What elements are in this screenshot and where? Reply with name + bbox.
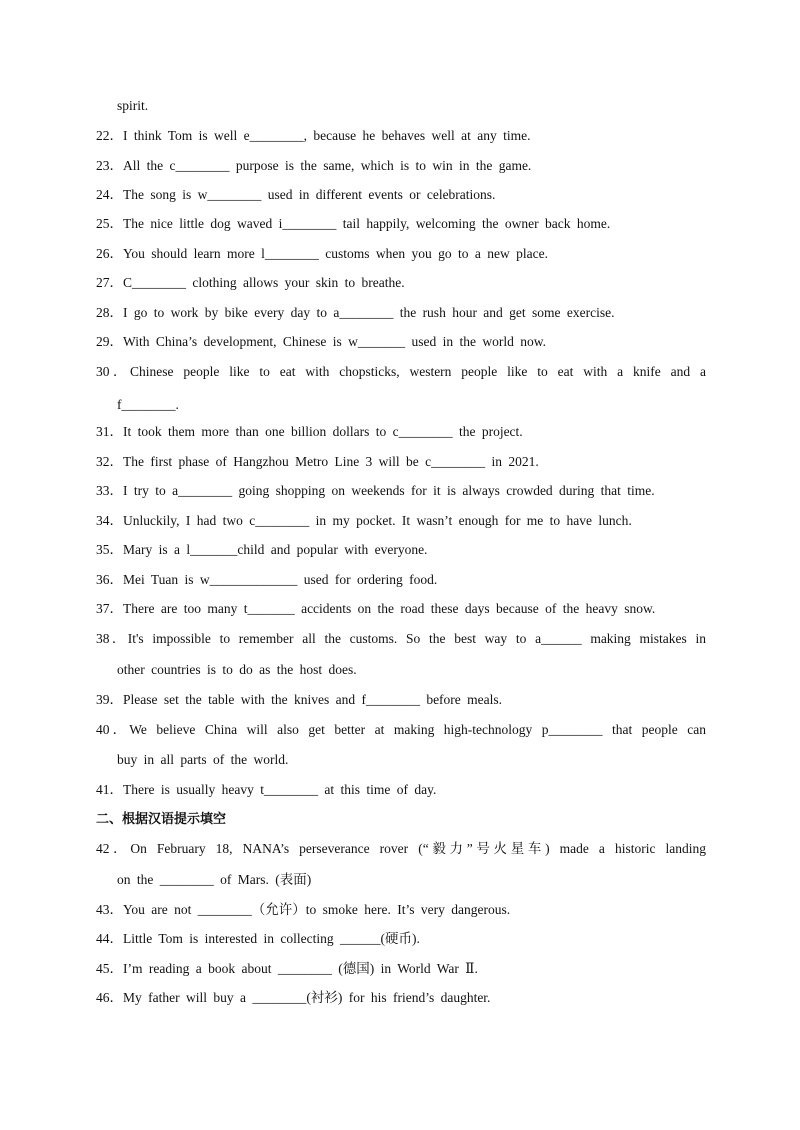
question-33: 33．I try to a________ going shopping on weekends for it is always crowded during that time. [96,483,655,498]
question-38-line-1: 38．It's impossible to remember all the customs. So the best way to a______ making mistakes in [96,631,706,646]
question-42-line-2: on the ________ of Mars. (表面) [117,872,312,887]
question-30-line-2: f________. [117,397,179,412]
question-21-continuation: spirit. [117,98,149,113]
question-31: 31．It took them more than one billion dollars to c________ the project. [96,424,523,439]
section-heading: 二、根据汉语提示填空 [96,812,227,827]
question-41: 41．There is usually heavy t________ at this time of day. [96,782,437,797]
question-23: 23．All the c________ purpose is the same, which is to win in the game. [96,158,532,173]
question-29: 29．With China’s development, Chinese is w_______ used in the world now. [96,334,547,349]
question-32: 32．The first phase of Hangzhou Metro Line 3 will be c________ in 2021. [96,454,539,469]
question-43: 43．You are not ________（允许）to smoke here. It’s very dangerous. [96,902,511,917]
question-39: 39．Please set the table with the knives and f________ before meals. [96,692,503,707]
question-35: 35．Mary is a l_______child and popular with everyone. [96,542,428,557]
question-36: 36．Mei Tuan is w_____________ used for ordering food. [96,572,438,587]
question-40-line-1: 40．We believe China will also get better at making high-technology p________ that people can [96,722,706,737]
question-45: 45．I’m reading a book about ________ (德国) in World War Ⅱ. [96,961,478,976]
question-38-line-2: other countries is to do as the host does. [117,662,357,677]
question-40-line-2: buy in all parts of the world. [117,752,289,767]
question-26: 26．You should learn more l________ customs when you go to a new place. [96,246,548,261]
question-44: 44．Little Tom is interested in collecting ______(硬币). [96,931,420,946]
question-27: 27．C________ clothing allows your skin to breathe. [96,275,405,290]
question-46: 46．My father will buy a ________(衬衫) for his friend’s daughter. [96,990,491,1005]
question-42-line-1: 42．On February 18, NANA’s perseverance rover (“毅力”号火星车) made a historic landing [96,841,706,856]
question-28: 28．I go to work by bike every day to a________ the rush hour and get some exercise. [96,305,615,320]
question-34: 34．Unluckily, I had two c________ in my pocket. It wasn’t enough for me to have lunch. [96,513,632,528]
question-30-line-1: 30．Chinese people like to eat with chopsticks, western people like to eat with a knife and a [96,364,706,379]
question-25: 25．The nice little dog waved i________ tail happily, welcoming the owner back home. [96,216,611,231]
question-37: 37．There are too many t_______ accidents on the road these days because of the heavy snow. [96,601,656,616]
question-24: 24．The song is w________ used in different events or celebrations. [96,187,496,202]
question-22: 22．I think Tom is well e________, because he behaves well at any time. [96,128,531,143]
